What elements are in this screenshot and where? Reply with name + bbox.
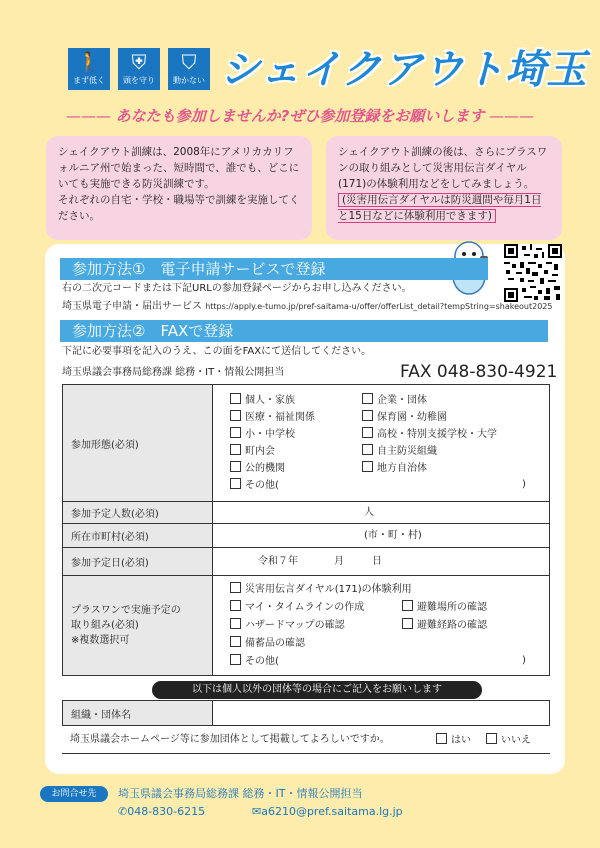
row-participant-count: 参加予定人数(必須) 人 bbox=[62, 502, 550, 524]
crouch-pictogram: 🚶 まず低く bbox=[68, 48, 110, 90]
checkbox-no[interactable]: いいえ bbox=[486, 733, 531, 748]
checkbox-nursery[interactable]: 保育園・幼稚園 bbox=[362, 410, 447, 425]
row-plus-one: プラスワンで実施予定の 取り組み(必須) ※複数選択可 災害用伝言ダイヤル(171)の体験利用 マイ・タイムラインの作成 ハザードマップの確認 備蓄品の確認 その他( ) 避難場所の確認 避難経路の確認 bbox=[62, 576, 550, 676]
method-2-desc: 下記に必要事項を記入のうえ、この面をFAXにて送信してください。 bbox=[62, 346, 372, 357]
cover-head-icon: ⛨ bbox=[131, 50, 147, 74]
planned-date-field[interactable]: 令和７年 月 日 bbox=[258, 556, 382, 567]
org-banner: 以下は個人以外の団体等の場合にご記入をお願いします bbox=[152, 681, 482, 699]
subtitle: ——— あなたも参加しませんか?ぜひ参加登録をお願いします ——— bbox=[65, 107, 535, 125]
checkbox-171[interactable]: 災害用伝言ダイヤル(171)の体験利用 bbox=[230, 582, 412, 597]
checkbox-evac-route[interactable]: 避難経路の確認 bbox=[402, 618, 487, 633]
checkbox-plus-other[interactable]: その他( bbox=[230, 654, 279, 669]
method-2-dept: 埼玉県議会事務局総務課 総務・IT・情報公開担当 bbox=[62, 367, 285, 378]
contact-dept: 埼玉県議会事務局総務課 総務・IT・情報公開担当 bbox=[118, 787, 363, 800]
fax-number: FAX 048-830-4921 bbox=[400, 362, 558, 382]
method-1-desc: 右の二次元コードまたは下記URLの参加登録ページからお申し込みください。 bbox=[62, 283, 412, 294]
publish-question: 埼玉県議会ホームページ等に参加団体として掲載してよろしいですか。 bbox=[70, 734, 390, 745]
mail-icon: ✉ bbox=[252, 805, 262, 818]
page-title: シェイクアウト埼玉 bbox=[220, 47, 588, 93]
qr-code[interactable] bbox=[504, 244, 562, 302]
municipality-field[interactable]: (市・町・村) bbox=[364, 530, 422, 541]
contact-phone[interactable]: ✆048-830-6215 bbox=[118, 805, 206, 818]
cover-head-pictogram: ⛨ 頭を守り bbox=[118, 48, 160, 90]
method-2-header: 参加方法② FAXで登録 bbox=[60, 320, 548, 342]
checkbox-timeline[interactable]: マイ・タイムラインの作成 bbox=[230, 600, 364, 615]
checkbox-self-defense[interactable]: 自主防災組織 bbox=[362, 444, 437, 459]
checkbox-neighborhood[interactable]: 町内会 bbox=[230, 444, 275, 459]
checkbox-hazard-map[interactable]: ハザードマップの確認 bbox=[230, 618, 345, 633]
apply-url-link[interactable]: https://apply.e-tumo.jp/pref-saitama-u/offer/offerList_detail?tempString=shakeout2025 bbox=[205, 302, 553, 311]
phone-icon: ✆ bbox=[118, 805, 128, 818]
row-publish bbox=[62, 726, 550, 754]
checkbox-yes[interactable]: はい bbox=[436, 733, 471, 748]
checkbox-local-gov[interactable]: 地方自治体 bbox=[362, 461, 427, 476]
checkbox-highschool[interactable]: 高校・特別支援学校・大学 bbox=[362, 427, 497, 442]
contact-tag: お問合せ先 bbox=[40, 786, 108, 802]
checkbox-public-agency[interactable]: 公的機関 bbox=[230, 461, 285, 476]
checkbox-school[interactable]: 小・中学校 bbox=[230, 427, 295, 442]
hold-on-icon: ⛉ bbox=[181, 50, 197, 74]
participant-count-field[interactable]: 人 bbox=[364, 507, 374, 518]
participation-type-label: 参加形態(必須) bbox=[63, 385, 213, 501]
row-org-name: 組織・団体名 bbox=[62, 700, 550, 726]
row-participation-type bbox=[62, 384, 550, 502]
row-planned-date: 参加予定日(必須) 令和７年 月 日 bbox=[62, 548, 550, 576]
checkbox-company[interactable]: 企業・団体 bbox=[362, 393, 427, 408]
checkbox-type-other[interactable]: その他( bbox=[230, 478, 279, 493]
info-box-plus-one: シェイクアウト訓練の後は、さらにプラスワンの取り組みとして災害用伝言ダイヤル(171)の体験利用などをしてみましょう。 (災害用伝言ダイヤルは防災週間や毎月1日と15日などに体験利用できます) bbox=[326, 136, 562, 240]
contact-email[interactable]: ✉a6210@pref.saitama.lg.jp bbox=[252, 805, 403, 818]
checkbox-individual[interactable]: 個人・家族 bbox=[230, 393, 295, 408]
org-name-field[interactable] bbox=[214, 701, 549, 725]
info-box-about: シェイクアウト訓練は、2008年にアメリカカリフォルニア州で始まった、短時間で、誰でも、どこにいても実施できる防災訓練です。 それぞれの自宅・学校・職場等で訓練を実施してください。 bbox=[46, 136, 312, 240]
crouch-icon: 🚶 bbox=[76, 50, 102, 74]
checkbox-medical[interactable]: 医療・福祉関係 bbox=[230, 410, 315, 425]
method-1-header: 参加方法① 電子申請サービスで登録 bbox=[60, 258, 488, 280]
row-municipality: 所在市町村(必須) (市・町・村) bbox=[62, 524, 550, 548]
method-1-service: 埼玉県電子申請・届出サービス https://apply.e-tumo.jp/pref-saitama-u/offer/offerList_detail?tempString=shakeout2025 bbox=[62, 301, 553, 312]
checkbox-stockpile[interactable]: 備蓄品の確認 bbox=[230, 636, 305, 651]
hold-on-pictogram: ⛉ 動かない bbox=[168, 48, 210, 90]
type-other-close: ) bbox=[522, 479, 526, 490]
checkbox-evac-site[interactable]: 避難場所の確認 bbox=[402, 600, 487, 615]
